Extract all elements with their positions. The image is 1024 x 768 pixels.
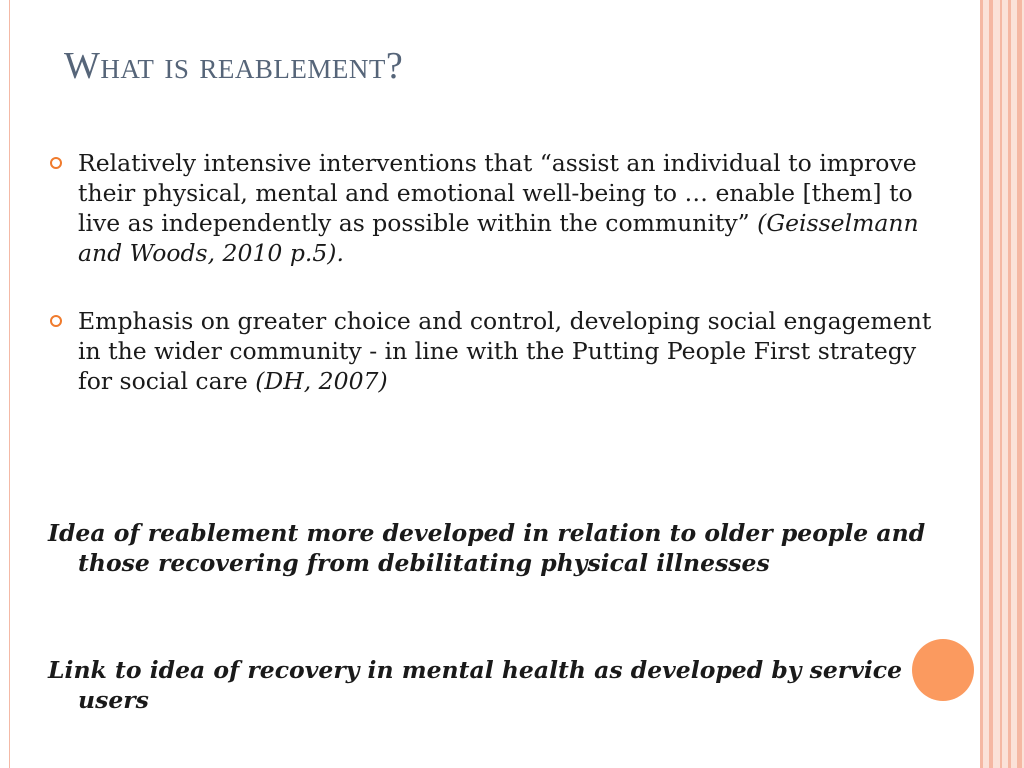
note-block [48, 655, 948, 715]
bullet-citation: (DH, 2007) [255, 367, 388, 395]
bullet-citation: (Geisselmann and Woods, 2010 p.5). [78, 209, 919, 267]
bullet-item [48, 306, 948, 396]
bullet-list [48, 148, 948, 396]
note-text: Idea of reablement more developed in relation to older people and those recovering from debilitating physical illnesses [48, 519, 926, 577]
border-stripe [1000, 0, 1002, 768]
left-border-line [9, 0, 10, 768]
circle-bullet-icon [50, 315, 62, 327]
border-stripe [1008, 0, 1011, 768]
bullet-text: Emphasis on greater choice and control, developing social engagement in the wider community - in line with the Putting People First strategy for social care [78, 307, 932, 395]
slide-title: What is reablement? [64, 45, 404, 87]
note-block [48, 518, 948, 578]
border-stripe [980, 0, 983, 768]
circle-bullet-icon [50, 157, 62, 169]
note-text: Link to idea of recovery in mental health as developed by service users [48, 656, 903, 714]
bullet-item [48, 148, 948, 268]
bullet-text: Relatively intensive interventions that “assist an individual to improve their physical, mental and emotional well-being to … enable [them] to live as independently as possible within the community” [78, 149, 917, 237]
border-stripe [1017, 0, 1022, 768]
border-stripe [989, 0, 993, 768]
